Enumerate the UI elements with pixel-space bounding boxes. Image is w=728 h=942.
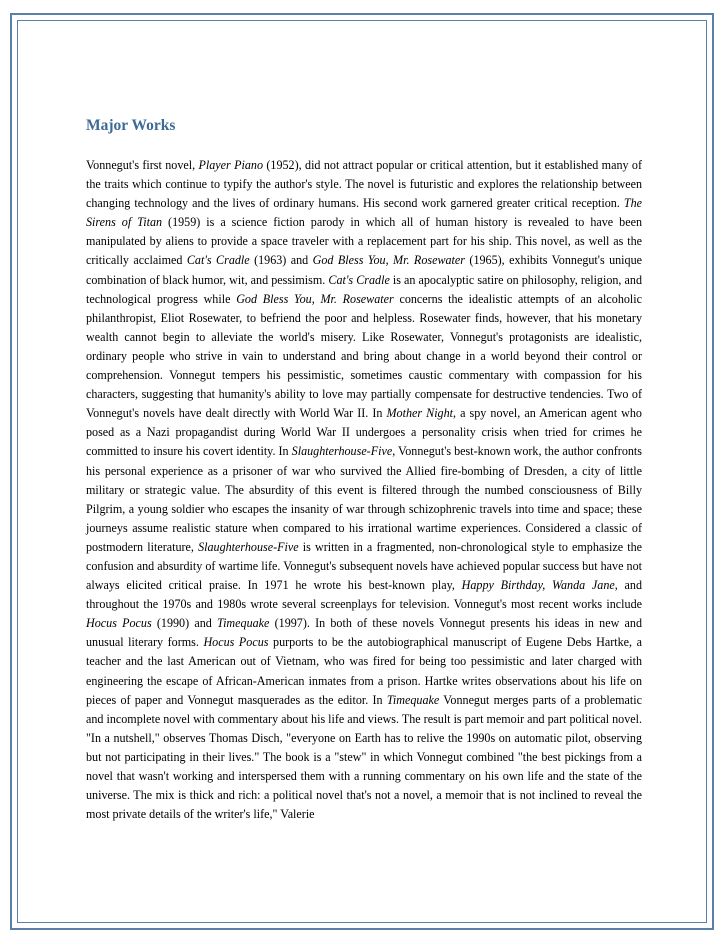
work-title: Slaughterhouse-Five xyxy=(198,539,299,554)
text-run: (1990) and xyxy=(151,616,218,631)
work-title: Timequake xyxy=(386,692,440,707)
work-title: Happy Birthday, Wanda Jane xyxy=(461,578,615,593)
work-title: Slaughterhouse-Five xyxy=(291,444,393,459)
text-run: (1997). In both of these novels Vonnegut presents his ideas in new and unusual literary forms. xyxy=(86,616,643,650)
text-run: , a spy novel, an American agent who posed as a Nazi propagandist during World War II undergoes a personality crisis when tried for crimes he committed to insure his covert identity. In xyxy=(86,406,642,459)
text-run: Vonnegut merges parts of a problematic and incomplete novel with commentary about his life and views. The result is part memoir and part political novel. "In a nutshell," observes Thomas Disch, "everyone on Earth has to relive the 1990s on automatic pilot, observing but not participating in their lives." The book is a "stew" in which Vonnegut combined "the best pickings from a novel that wasn't working and interspersed them with a running commentary on his own life and the state of the universe. The mix is thick and rich: a political novel that's not a novel, a memoir that is not inclined to reveal the most private details of the writer's life," Valerie xyxy=(86,692,642,822)
text-run: is an apocalyptic satire on philosophy, religion, and technological progress while xyxy=(86,272,642,306)
work-title: The Sirens of Titan xyxy=(86,196,642,230)
text-run: concerns the idealistic attempts of an alcoholic philanthropist, Eliot Rosewater, to befriend the poor and helpless. Rosewater finds, however, that his monetary wealth cannot begin to alleviate the world's misery. Like Rosewater, Vonnegut's protagonists are idealistic, ordinary people who strive in vain to understand and bring about change in a world beyond their control or comprehension. Vonnegut tempers his pessimistic, sometimes caustic commentary with compassion for his characters, suggesting that humanity's ability to love may partially compensate for destructive tendencies. Two of Vonnegut's novels have dealt directly with World War II. In xyxy=(86,291,643,421)
text-run: is written in a fragmented, non-chronological style to emphasize the confusion and absurdity of wartime life. Vonnegut's subsequent novels have achieved popular success but have not always elicited critical praise. In 1971 he wrote his best-known play, xyxy=(86,539,642,593)
text-run: purports to be the autobiographical manuscript of Eugene Debs Hartke, a teacher and the last American out of Vietnam, who was fired for being too pessimistic and later charged with engineering the escape of African-American inmates from a prison. Hartke writes observations about his life on pieces of paper and Vonnegut masquerades as the editor. In xyxy=(86,635,642,707)
work-title: Mother Night xyxy=(386,406,454,421)
work-title: Hocus Pocus xyxy=(203,635,269,650)
work-title: Player Piano xyxy=(198,158,264,172)
work-title: Cat's Cradle xyxy=(328,272,390,287)
text-run: , Vonnegut's best-known work, the author confronts his personal experience as a prisoner of war who survived the Allied fire-bombing of Dresden, a city of little military or strategic value. The absurdity of this event is filtered through the numbed consciousness of Billy Pilgrim, a young soldier who escapes the insanity of war through schizophrenic travels into time and space; these journeys assume realistic stature when compared to his irrational wartime experiences. Considered a classic of postmodern literature, xyxy=(86,444,642,554)
text-run: , and throughout the 1970s and 1980s wrote several screenplays for television. Vonnegut's most recent works include xyxy=(86,578,642,612)
content-area xyxy=(86,116,642,824)
work-title: God Bless You, Mr. Rosewater xyxy=(236,291,394,306)
work-title: Timequake xyxy=(217,616,270,631)
text-run: (1963) and xyxy=(249,253,313,268)
text-run: (1952), did not attract popular or critical attention, but it established many of the traits which continue to typify the author's style. The novel is futuristic and explores the relationship between changing technology and the lives of ordinary humans. His second work garnered greater critical reception. xyxy=(86,158,642,211)
text-run: Vonnegut's first novel, xyxy=(86,158,199,172)
work-title: God Bless You, Mr. Rosewater xyxy=(312,253,465,268)
body-paragraph xyxy=(86,156,642,824)
work-title: Hocus Pocus xyxy=(86,616,152,631)
text-run: (1959) is a science fiction parody in which all of human history is revealed to have been manipulated by aliens to provide a space traveler with a replacement part for his ship. This novel, as well as the critically acclaimed xyxy=(86,215,642,268)
work-title: Cat's Cradle xyxy=(186,253,250,268)
section-heading: Major Works xyxy=(86,117,176,134)
text-run: (1965), exhibits Vonnegut's unique combination of black humor, wit, and pessimism. xyxy=(86,253,643,287)
